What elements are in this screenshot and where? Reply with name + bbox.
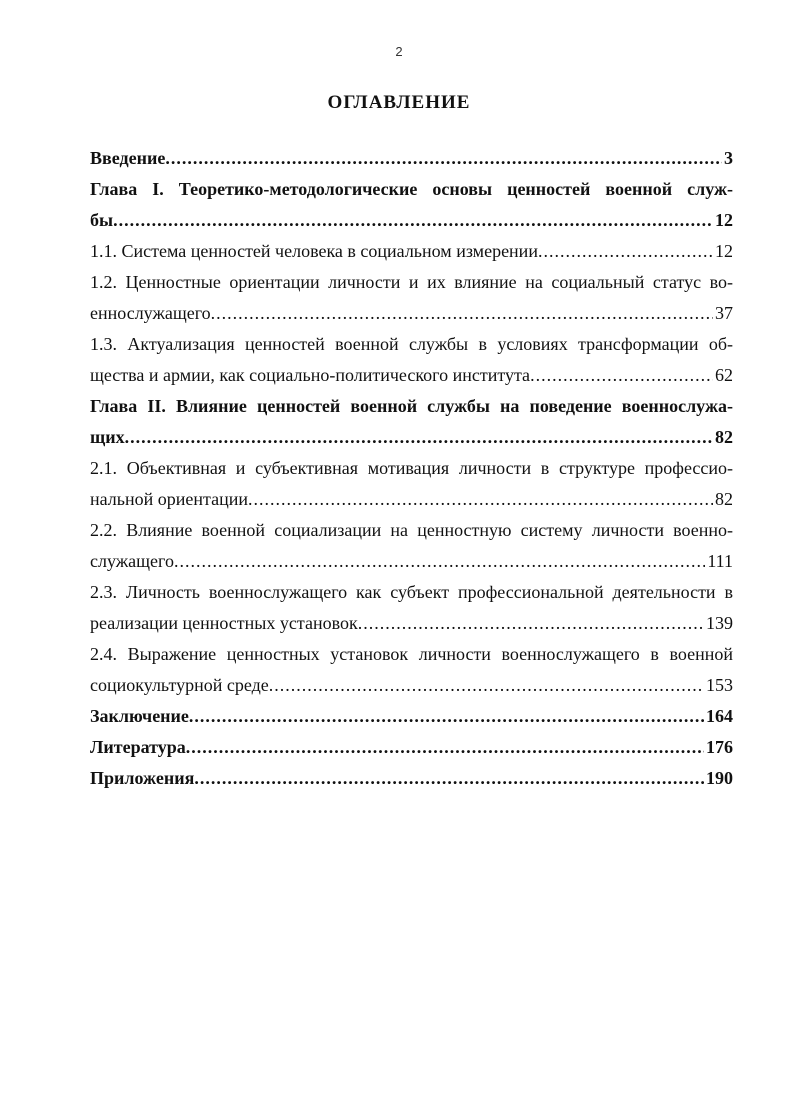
toc-leader-dots	[113, 205, 713, 236]
toc-leader-dots	[211, 298, 713, 329]
toc-entry-1-3[interactable]	[90, 329, 733, 391]
page-title: ОГЛАВЛЕНИЕ	[327, 92, 471, 113]
table-of-contents	[90, 143, 733, 794]
toc-entry-page: 164	[706, 706, 733, 726]
toc-entry-introduction[interactable]	[90, 143, 733, 174]
toc-entry-title: Приложения	[90, 768, 195, 788]
toc-entry-title-line-2: щества и армии, как социально-политического института	[90, 365, 531, 385]
toc-entry-1-2[interactable]	[90, 267, 733, 329]
toc-entry-2-1[interactable]	[90, 453, 733, 515]
toc-entry-title-line-2: щих	[90, 427, 125, 447]
toc-entry-page: 12	[715, 241, 733, 261]
toc-entry-page: 12	[715, 210, 733, 230]
toc-entry-page: 111	[707, 551, 733, 571]
toc-leader-dots	[125, 422, 713, 453]
toc-entry-1-1[interactable]	[90, 236, 733, 267]
toc-entry-page: 153	[706, 675, 733, 695]
page-number: 2	[395, 44, 403, 59]
toc-entry-title-line-2: бы	[90, 210, 114, 230]
toc-entry-page: 3	[724, 148, 733, 168]
toc-entry-title: Заключение	[90, 706, 189, 726]
toc-leader-dots	[269, 670, 704, 701]
toc-leader-dots	[174, 546, 705, 577]
toc-entry-title: 1.1. Система ценностей человека в социальном измерении	[90, 241, 538, 261]
toc-entry-title-line-1: 1.3. Актуализация ценностей военной службы в условиях трансформации об-	[90, 334, 733, 354]
toc-entry-title: Введение	[90, 148, 166, 168]
toc-entry-literature[interactable]	[90, 732, 733, 763]
toc-entry-title-line-1: 2.4. Выражение ценностных установок личности военнослужащего в военной	[90, 644, 733, 664]
toc-entry-chapter-1[interactable]	[90, 174, 733, 236]
toc-entry-page: 139	[706, 613, 733, 633]
toc-entry-title-line-2: служащего	[90, 551, 174, 571]
toc-entry-page: 176	[706, 737, 733, 757]
toc-entry-title-line-1: 2.1. Объективная и субъективная мотивация личности в структуре профессио-	[90, 458, 733, 478]
toc-entry-conclusion[interactable]	[90, 701, 733, 732]
toc-leader-dots	[189, 701, 704, 732]
toc-entry-page: 62	[715, 365, 733, 385]
toc-leader-dots	[165, 143, 722, 174]
toc-entry-appendices[interactable]	[90, 763, 733, 794]
toc-entry-page: 37	[715, 303, 733, 323]
toc-entry-page: 82	[715, 427, 733, 447]
toc-entry-page: 82	[715, 489, 733, 509]
toc-entry-2-4[interactable]	[90, 639, 733, 701]
toc-entry-title-line-1: Глава I. Теоретико-методологические основы ценностей военной служ-	[90, 179, 733, 199]
toc-leader-dots	[358, 608, 704, 639]
toc-entry-title: Литература	[90, 737, 186, 757]
toc-leader-dots	[530, 360, 713, 391]
toc-entry-title-line-1: 1.2. Ценностные ориентации личности и их влияние на социальный статус во-	[90, 272, 733, 292]
toc-leader-dots	[248, 484, 713, 515]
toc-entry-2-2[interactable]	[90, 515, 733, 577]
toc-entry-title-line-1: 2.3. Личность военнослужащего как субъект профессиональной деятельности в	[90, 582, 733, 602]
toc-entry-title-line-1: Глава II. Влияние ценностей военной службы на поведение военнослужа-	[90, 396, 733, 416]
toc-entry-chapter-2[interactable]	[90, 391, 733, 453]
toc-entry-2-3[interactable]	[90, 577, 733, 639]
toc-entry-title-line-2: нальной ориентации	[90, 489, 248, 509]
toc-entry-title-line-2: реализации ценностных установок	[90, 613, 358, 633]
toc-entry-title-line-2: социокультурной среде	[90, 675, 269, 695]
toc-leader-dots	[538, 236, 713, 267]
toc-entry-page: 190	[706, 768, 733, 788]
toc-entry-title-line-2: еннослужащего	[90, 303, 211, 323]
toc-leader-dots	[194, 763, 704, 794]
toc-leader-dots	[186, 732, 704, 763]
toc-entry-title-line-1: 2.2. Влияние военной социализации на ценностную систему личности военно-	[90, 520, 733, 540]
